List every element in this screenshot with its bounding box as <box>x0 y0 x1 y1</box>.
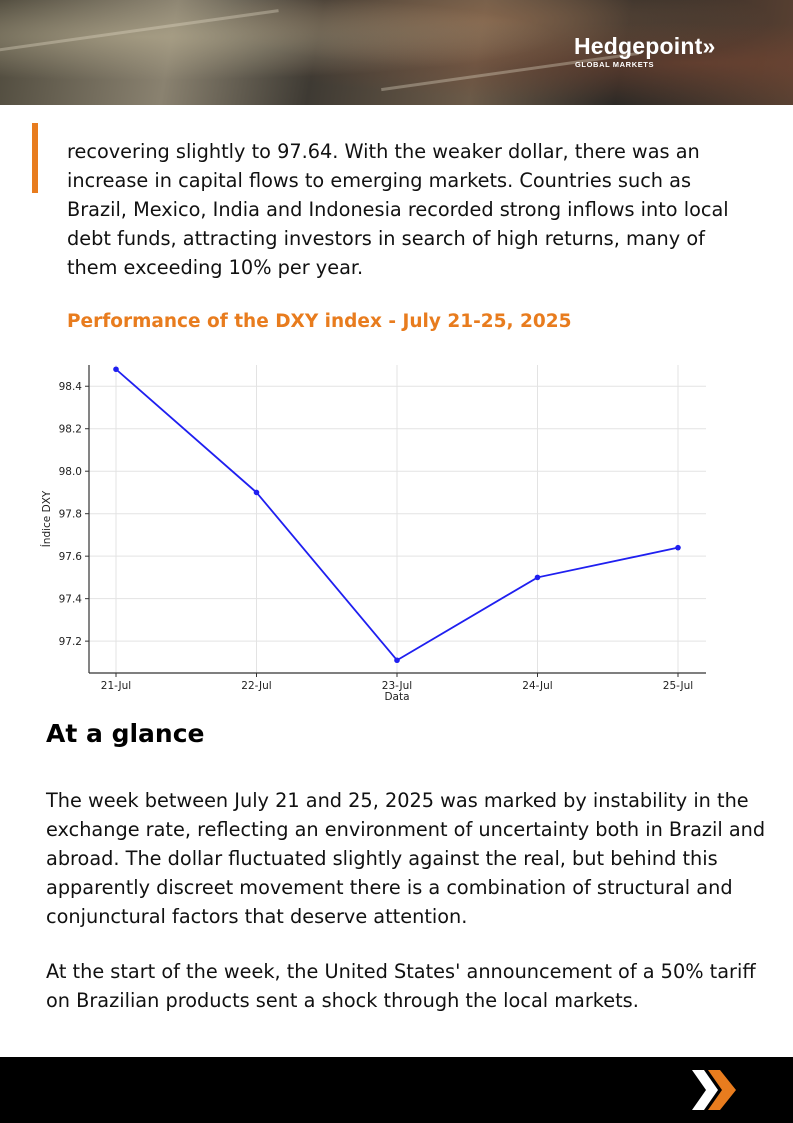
y-tick-label: 97.6 <box>58 551 82 564</box>
data-point <box>394 657 400 663</box>
y-tick-label: 97.8 <box>58 508 82 521</box>
data-point <box>113 366 119 372</box>
x-tick-label: 23-Jul <box>381 680 413 692</box>
chart-grid <box>89 365 706 673</box>
footer-bar <box>0 1057 793 1123</box>
chevron-logo-icon <box>690 1068 740 1112</box>
y-tick-label: 97.2 <box>58 636 82 649</box>
intro-paragraph: recovering slightly to 97.64. With the weaker dollar, there was an increase in capital flows to emerging markets. Countries such as Brazil, Mexico, India and Indonesia recorded strong inflows into local debt funds, attracting investors in search of high returns, many of them exceeding 10% per year. <box>67 140 729 279</box>
banner-texture <box>0 9 279 54</box>
x-tick-label: 22-Jul <box>241 680 272 692</box>
y-axis-label: Índice DXY <box>41 490 53 548</box>
section-heading: At a glance <box>46 719 205 748</box>
y-tick-label: 98.0 <box>58 466 82 479</box>
y-tick-label: 98.4 <box>58 381 82 394</box>
dxy-line-chart <box>36 355 716 705</box>
body-paragraph: At the start of the week, the United States' announcement of a 50% tariff on Brazilian products sent a shock through the local markets. <box>46 960 756 1012</box>
brand-name: Hedgepoint» <box>574 33 716 59</box>
y-tick-label: 98.2 <box>58 423 82 436</box>
x-axis-label: Data <box>384 691 410 703</box>
y-tick-label: 97.4 <box>58 593 82 606</box>
body-paragraph: The week between July 21 and 25, 2025 was marked by instability in the exchange rate, reflecting an environment of uncertainty both in Brazil and abroad. The dollar fluctuated slightly against the real, but behind this apparently discreet movement there is a combination of structural and conjunctural factors that deserve attention. <box>46 789 766 928</box>
data-point <box>675 545 681 551</box>
x-tick-label: 21-Jul <box>100 680 132 692</box>
x-tick-label: 24-Jul <box>522 680 553 692</box>
header-banner <box>0 0 793 105</box>
brand-subtitle: GLOBAL MARKETS <box>575 60 655 69</box>
brand-logo <box>574 33 715 69</box>
x-tick-label: 25-Jul <box>662 680 694 692</box>
quote-accent-bar <box>32 123 38 193</box>
chart-heading: Performance of the DXY index - July 21-25, 2025 <box>67 311 572 332</box>
data-point <box>535 575 541 581</box>
data-point <box>254 490 260 496</box>
